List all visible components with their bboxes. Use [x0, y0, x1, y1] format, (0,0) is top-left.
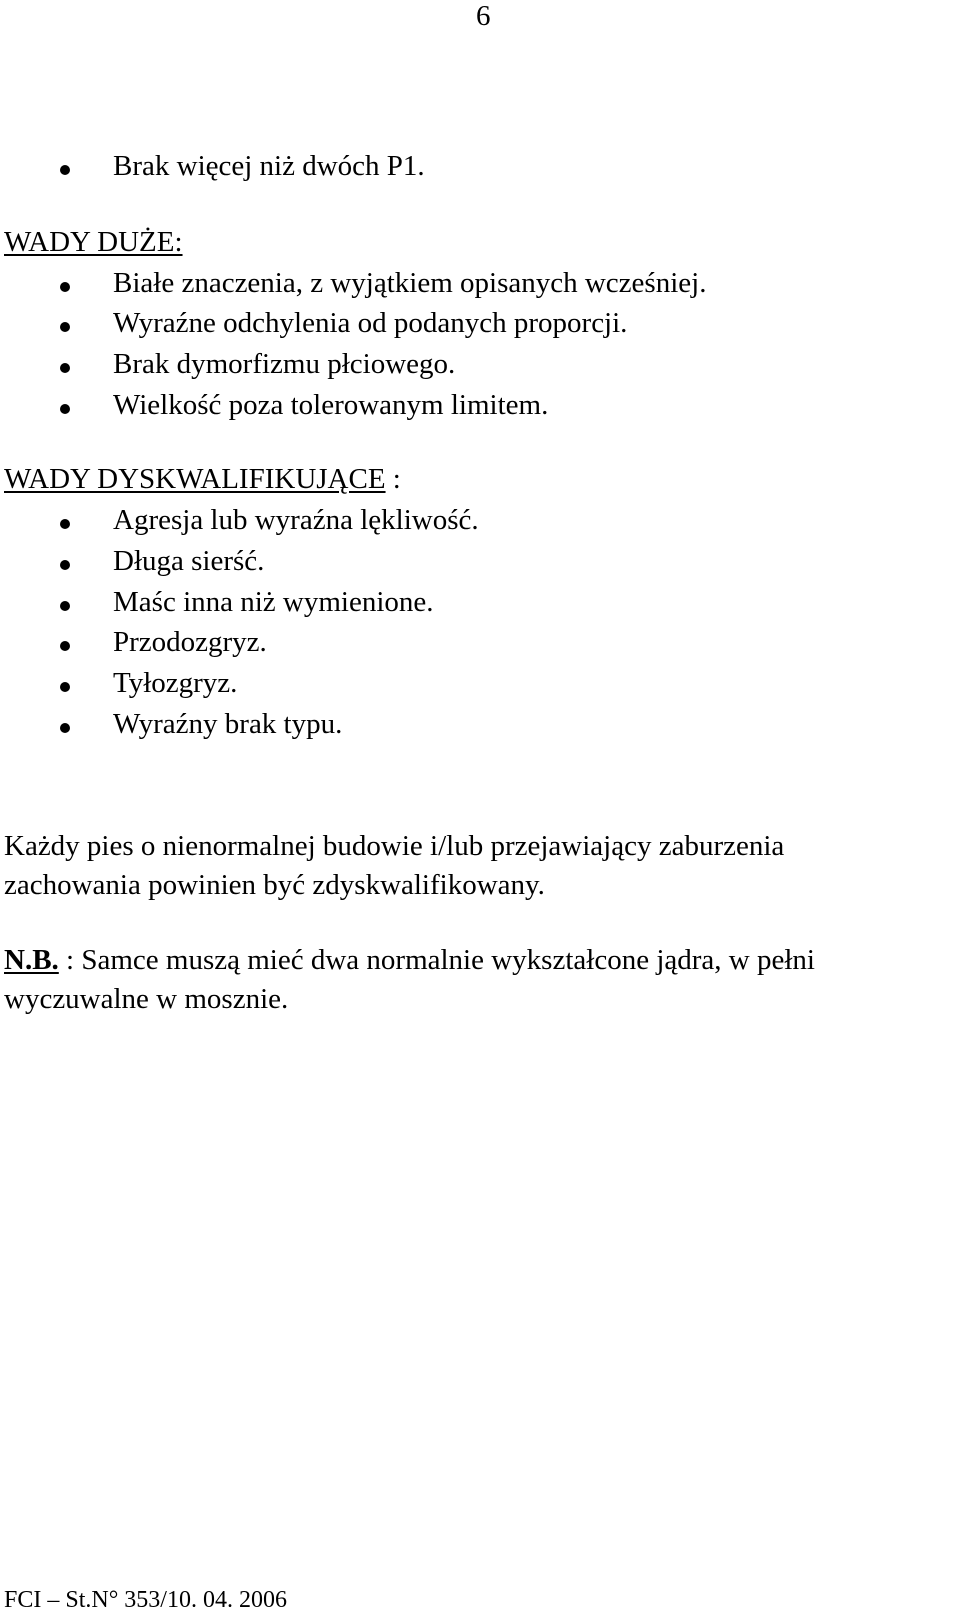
bullet-icon [60, 322, 70, 332]
section-heading-disqualifying [4, 465, 401, 494]
footer-reference: FCI – St.N° 353/10. 04. 2006 [4, 1587, 287, 1613]
note-line: wyczuwalne w mosznie. [4, 983, 289, 1015]
list-item-text: Maśc inna niż wymienione. [113, 586, 434, 618]
bullet-icon [60, 404, 70, 414]
bullet-icon [60, 363, 70, 373]
section-heading-label: WADY DYSKWALIFIKUJĄCE [4, 463, 386, 495]
list-item-text: Wyraźne odchylenia od podanych proporcji. [113, 307, 628, 339]
list-item-text: Przodozgryz. [113, 626, 267, 658]
section-heading-suffix: : [385, 463, 401, 495]
list-item-text: Długa sierść. [113, 545, 265, 577]
note-text: : Samce muszą mieć dwa normalnie wykształcone jądra, w pełni [58, 944, 815, 976]
section-heading-label: WADY DUŻE: [4, 226, 183, 258]
list-item-text: Białe znaczenia, z wyjątkiem opisanych wcześniej. [113, 267, 707, 299]
section-heading-major [4, 228, 183, 257]
bullet-icon [60, 682, 70, 692]
bullet-icon [60, 641, 70, 651]
bullet-icon [60, 723, 70, 733]
list-item-text: Tyłozgryz. [113, 667, 238, 699]
paragraph-line: Każdy pies o nienormalnej budowie i/lub przejawiający zaburzenia [4, 830, 785, 862]
list-item-text: Brak więcej niż dwóch P1. [113, 150, 425, 182]
note-label: N.B. [4, 944, 59, 976]
bullet-icon [60, 601, 70, 611]
note-line [4, 946, 815, 975]
paragraph-line: zachowania powinien być zdyskwalifikowany. [4, 869, 545, 901]
bullet-icon [60, 519, 70, 529]
list-item-text: Agresja lub wyraźna lękliwość. [113, 504, 479, 536]
list-item-text: Wyraźny brak typu. [113, 708, 343, 740]
list-item-text: Wielkość poza tolerowanym limitem. [113, 389, 549, 421]
list-item-text: Brak dymorfizmu płciowego. [113, 348, 456, 380]
bullet-icon [60, 560, 70, 570]
bullet-icon [60, 282, 70, 292]
page-number: 6 [476, 0, 491, 32]
bullet-icon [60, 165, 70, 175]
